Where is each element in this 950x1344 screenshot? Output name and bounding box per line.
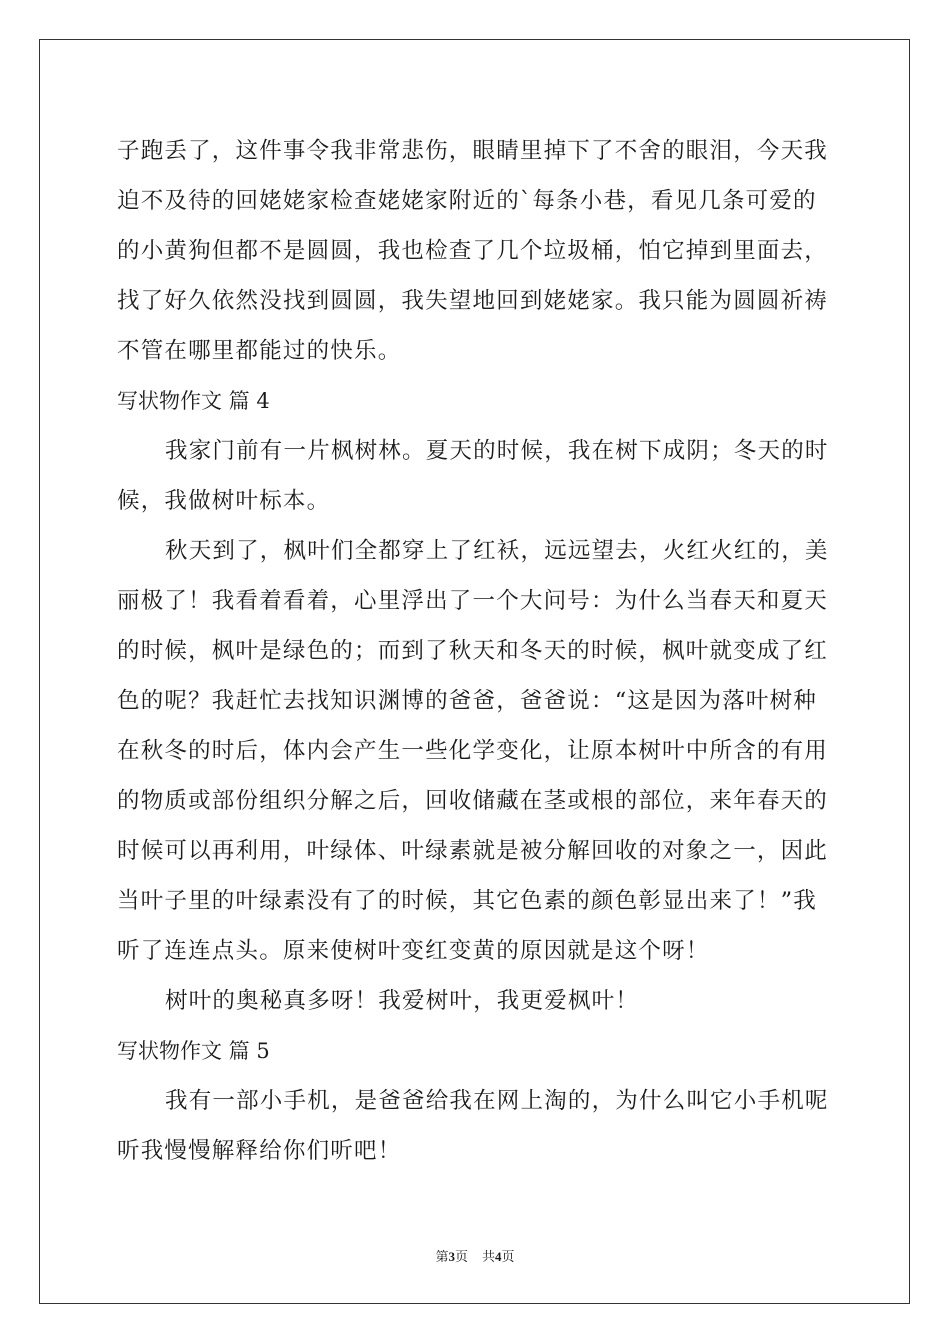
text-line: 找了好久依然没找到圆圆，我失望地回到姥姥家。我只能为圆圆祈祷 bbox=[117, 288, 829, 314]
page-prefix: 第 bbox=[435, 1250, 449, 1265]
section-heading-5: 写状物作文 篇 5 bbox=[117, 1039, 270, 1063]
text-line: 的小黄狗但都不是圆圆，我也检查了几个垃圾桶，怕它掉到里面去， bbox=[117, 238, 829, 264]
text-line: 的物质或部份组织分解之后，回收储藏在茎或根的部位，来年春天的 bbox=[117, 788, 829, 814]
total-prefix: 共 bbox=[482, 1250, 496, 1265]
page-suffix: 页 bbox=[454, 1250, 468, 1265]
text-line: 色的呢？我赶忙去找知识渊博的爸爸，爸爸说：“这是因为落叶树种 bbox=[117, 688, 818, 714]
paragraph bbox=[117, 1076, 833, 1176]
page-footer bbox=[0, 1248, 950, 1267]
text-line: 树叶的奥秘真多呀！我爱树叶，我更爱枫叶！ bbox=[165, 988, 640, 1014]
paragraph bbox=[117, 976, 833, 1026]
text-line: 迫不及待的回姥姥家检查姥姥家附近的`每条小巷，看见几条可爱的 bbox=[117, 188, 817, 214]
text-line: 我有一部小手机，是爸爸给我在网上淘的，为什么叫它小手机呢 bbox=[165, 1088, 829, 1114]
text-line: 听我慢慢解释给你们听吧！ bbox=[117, 1138, 402, 1164]
text-line: 子跑丢了，这件事令我非常悲伤，眼睛里掉下了不舍的眼泪，今天我 bbox=[117, 138, 829, 164]
text-line: 候，我做树叶标本。 bbox=[117, 488, 331, 514]
text-line: 当叶子里的叶绿素没有了的时候，其它色素的颜色彰显出来了！”我 bbox=[117, 888, 818, 914]
text-line: 丽极了！我看着看着，心里浮出了一个大问号：为什么当春天和夏天 bbox=[117, 588, 829, 614]
text-line: 的时候，枫叶是绿色的；而到了秋天和冬天的时候，枫叶就变成了红 bbox=[117, 638, 829, 664]
paragraph-continued bbox=[117, 126, 833, 376]
section-heading-4: 写状物作文 篇 4 bbox=[117, 389, 270, 413]
text-line: 时候可以再利用，叶绿体、叶绿素就是被分解回收的对象之一，因此 bbox=[117, 838, 829, 864]
total-pages: 4 bbox=[495, 1249, 502, 1264]
document-body bbox=[117, 126, 833, 1176]
text-line: 我家门前有一片枫树林。夏天的时候，我在树下成阴；冬天的时 bbox=[165, 438, 829, 464]
text-line: 不管在哪里都能过的快乐。 bbox=[117, 338, 402, 364]
paragraph bbox=[117, 526, 833, 976]
text-line: 秋天到了，枫叶们全都穿上了红袄，远远望去，火红火红的，美 bbox=[165, 538, 829, 564]
total-suffix: 页 bbox=[501, 1250, 515, 1265]
paragraph bbox=[117, 426, 833, 526]
text-line: 听了连连点头。原来使树叶变红变黄的原因就是这个呀！ bbox=[117, 938, 710, 964]
page-number: 3 bbox=[448, 1249, 455, 1264]
text-line: 在秋冬的时后，体内会产生一些化学变化，让原本树叶中所含的有用 bbox=[117, 738, 829, 764]
